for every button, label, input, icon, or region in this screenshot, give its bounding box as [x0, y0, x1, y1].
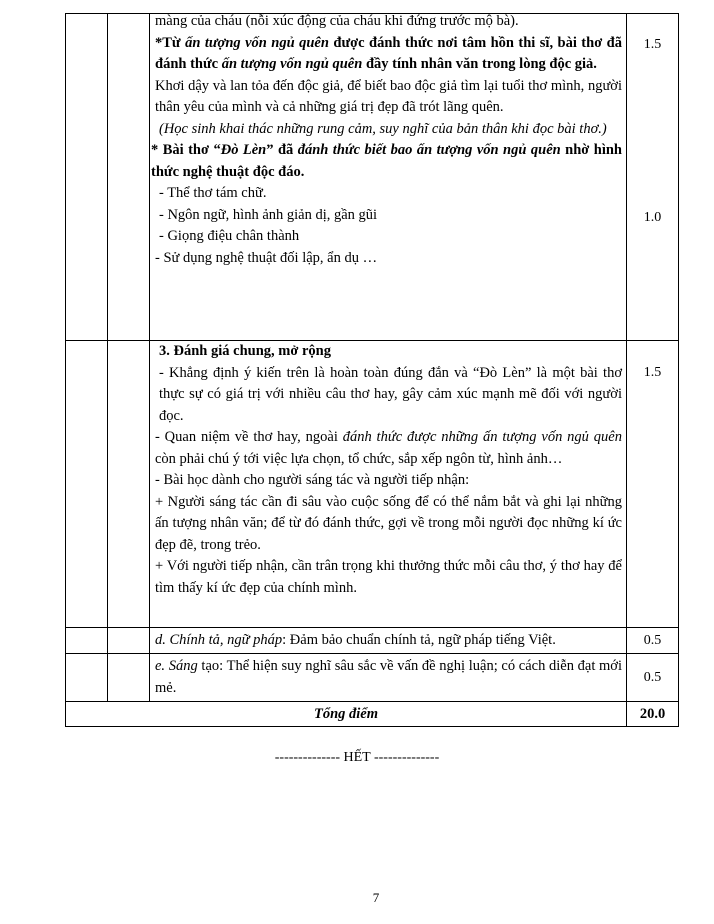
text-span: tạo: Thể hiện suy nghĩ sâu sắc về vấn đề nghị luận; có cách diễn đạt mới mẻ. — [155, 658, 623, 696]
list-item: - Ngôn ngữ, hình ảnh giản dị, gần gũi — [159, 206, 378, 223]
empty-cell — [66, 654, 108, 702]
criteria-line — [155, 628, 622, 652]
page-number: 7 — [372, 890, 380, 905]
empty-cell — [108, 341, 150, 628]
italic-span: Đò Lèn — [220, 142, 267, 158]
text-paragraph: + Với người tiếp nhận, cần trân trọng khi thưởng thức mỗi câu thơ, ý thơ hay để tìm thấy kí ức đẹp của chính mình. — [155, 558, 622, 596]
score-value: 1.5 — [643, 365, 662, 380]
table-row — [66, 14, 679, 341]
table-row — [66, 654, 679, 702]
total-row — [66, 702, 679, 727]
score-value: 0.5 — [627, 654, 679, 702]
empty-cell — [66, 14, 108, 341]
empty-cell — [66, 341, 108, 628]
italic-span: ấn tượng vốn ngủ quên — [221, 56, 363, 72]
empty-cell — [108, 654, 150, 702]
table-row — [66, 341, 679, 628]
content-cell — [150, 628, 627, 654]
text-line: màng của cháu (nỗi xúc động của cháu khi đứng trước mộ bà). — [155, 13, 519, 29]
score-cell — [627, 14, 679, 341]
content-cell — [150, 341, 627, 628]
criteria-line — [155, 656, 622, 699]
text-paragraph: - Khẳng định ý kiến trên là hoàn toàn đúng đắn và “Đò Lèn” là một bài thơ thực sự có giá trị với nhiều câu thơ hay, gây cảm xúc mạnh mẽ đối với người đọc. — [159, 364, 622, 424]
text-span: ” đã — [266, 142, 298, 158]
score-value: 0.5 — [627, 628, 679, 654]
text-span: : Đảm bảo chuẩn chính tả, ngữ pháp tiếng Việt. — [282, 632, 556, 648]
italic-span: e. Sáng — [155, 658, 198, 674]
text-span: nhờ hình thức nghệ thuật độc đáo. — [151, 142, 622, 180]
list-item: - Thể thơ tám chữ. — [159, 185, 267, 201]
text-span: - Quan niệm về thơ hay, ngoài — [155, 429, 343, 445]
end-marker: -------------- HẾT -------------- — [274, 750, 440, 765]
text-paragraph: - Bài học dành cho người sáng tác và người tiếp nhận: — [155, 472, 470, 488]
empty-cell — [108, 14, 150, 341]
score-value: 1.5 — [643, 37, 662, 52]
text-span: * Bài thơ “ — [151, 142, 221, 158]
heading-line — [151, 140, 622, 183]
section-heading: 3. Đánh giá chung, mở rộng — [159, 343, 331, 359]
score-value: 1.0 — [643, 210, 662, 225]
text-line: Khơi dậy và lan tỏa đến độc giả, để biết bao độc giả tìm lại tuổi thơ mình, người thân yêu của mình và cả những giá trị đẹp đã trót lãng quên. — [155, 77, 622, 115]
text-span: được đánh thức nơi tâm hồn thi sĩ, bài thơ đã đánh thức — [155, 34, 622, 72]
italic-span: đánh thức biết bao ấn tượng vốn ngủ quên — [297, 142, 561, 158]
table-row — [66, 628, 679, 654]
total-score: 20.0 — [627, 702, 679, 727]
italic-span: ấn tượng vốn ngủ quên — [185, 34, 329, 51]
content-cell — [150, 14, 627, 341]
italic-span: đánh thức được những ấn tượng vốn ngủ quên — [342, 429, 622, 445]
text-paragraph — [155, 427, 622, 470]
content-cell — [150, 654, 627, 702]
text-span: còn phải chú ý tới việc lựa chọn, tổ chức, sắp xếp ngôn từ, hình ảnh… — [155, 450, 563, 467]
total-label: Tổng điểm — [66, 702, 627, 727]
italic-span: d. Chính tả, ngữ pháp — [155, 632, 283, 648]
grading-table — [65, 13, 679, 727]
list-item: - Sử dụng nghệ thuật đối lập, ẩn dụ … — [155, 249, 378, 266]
text-span: *Từ — [155, 34, 186, 51]
note-line: (Học sinh khai thác những rung cảm, suy nghĩ của bản thân khi đọc bài thơ.) — [159, 120, 607, 137]
list-item: - Giọng điệu chân thành — [159, 228, 300, 244]
empty-cell — [66, 628, 108, 654]
score-cell — [627, 341, 679, 628]
text-span: đầy tính nhân văn trong lòng độc giả. — [362, 56, 597, 72]
heading-line — [155, 33, 622, 76]
text-paragraph: + Người sáng tác cần đi sâu vào cuộc sống để có thể nắm bắt và ghi lại những ấn tượng nhân văn; để từ đó đánh thức, gợi về trong mỗi người đọc những kí ức đẹp đẽ, trong trẻo. — [155, 493, 622, 553]
empty-cell — [108, 628, 150, 654]
